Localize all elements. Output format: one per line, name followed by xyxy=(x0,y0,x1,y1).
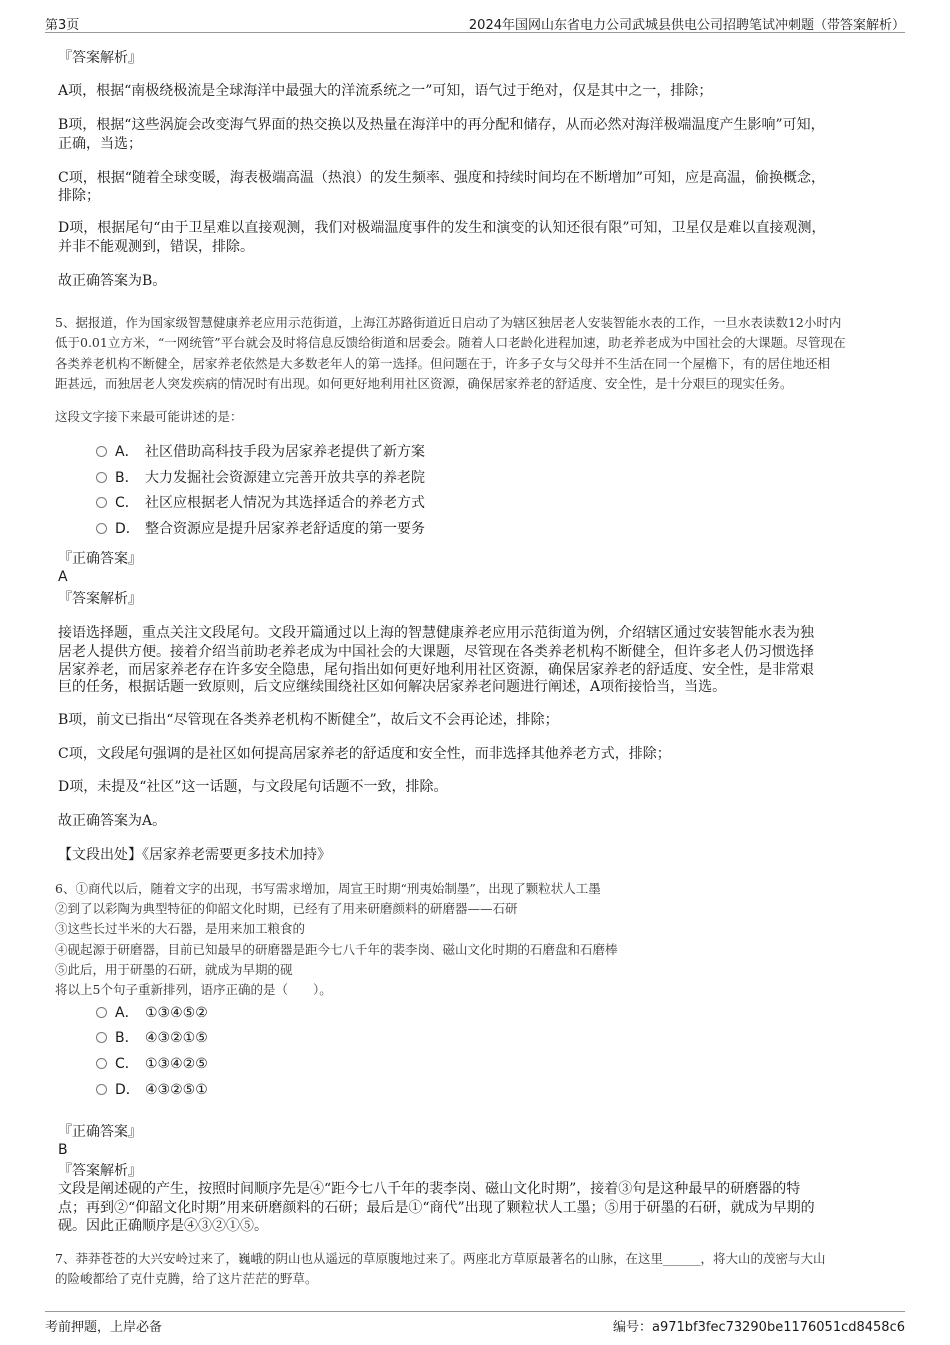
q6-sentence-2: ②到了以彩陶为典型特征的仰韶文化时期，已经有了用来研磨颜料的研磨器——石研 xyxy=(55,901,518,916)
page-footer xyxy=(45,1311,905,1334)
footer-slogan: 考前押题，上岸必备 xyxy=(45,1320,163,1335)
q5-option-c[interactable]: C． 社区应根据老人情况为其选择适合的养老方式 xyxy=(96,492,425,514)
radio-icon[interactable] xyxy=(96,1007,107,1018)
q4-conclusion: 故正确答案为B。 xyxy=(58,273,167,289)
document-code: 编号：a971bf3fec73290be1176051cd8458c6 xyxy=(612,1320,905,1335)
radio-icon[interactable] xyxy=(96,1084,107,1095)
q6-analysis-line2: 点；再到②“仰韶文化时期”用来研磨颜料的石研；最后是①“商代”出现了颗粒状人工墨；⑤用于研墨的石研，就成为早期的 xyxy=(58,1200,815,1216)
q5-stem-line1: 5、据报道，作为国家级智慧健康养老应用示范街道，上海江苏路街道近日启动了为辖区独居老人安装智能水表的工作，一旦水表读数12小时内 xyxy=(55,315,842,330)
q5-analysis-line3: 居家养老，而居家养老存在许多安全隐患，尾句指出如何更好地利用社区资源，确保居家养老的舒适度、安全性，是非常艰 xyxy=(58,662,814,678)
q7-stem-line2: 的险峻都给了克什克腾，给了这片茫茫的野草。 xyxy=(55,1271,318,1286)
q5-conclusion: 故正确答案为A。 xyxy=(58,813,167,829)
q5-analysis-line2: 居老人提供方便。接着介绍当前助老养老成为中国社会的大课题，尽管现在各类养老机构不断健全，但许多老人仍习惯选择 xyxy=(58,644,814,660)
q5-analysis-c: C项，文段尾句强调的是社区如何提高居家养老的舒适度和安全性，而非选择其他养老方式，排除； xyxy=(58,746,671,762)
q5-option-d[interactable]: D． 整合资源应是提升居家养老舒适度的第一要务 xyxy=(96,518,425,540)
q5-option-a[interactable]: A． 社区借助高科技手段为居家养老提供了新方案 xyxy=(96,441,425,463)
q5-answer-label: 『正确答案』 xyxy=(58,551,142,567)
radio-icon[interactable] xyxy=(96,472,107,483)
q6-option-d[interactable]: D． ④③②⑤① xyxy=(96,1079,208,1101)
q6-sentence-1: 6、①商代以后，随着文字的出现，书写需求增加，周宣王时期“刑夷始制墨”，出现了颗粒状人工墨 xyxy=(55,881,601,896)
page-header xyxy=(45,12,905,33)
q4-analysis-c-line2: 排除； xyxy=(58,188,100,204)
q4-analysis-b-line2: 正确，当选； xyxy=(58,136,142,152)
q6-question: 将以上5个句子重新排列，语序正确的是（ ）。 xyxy=(55,982,332,997)
q6-sentence-4: ④砚起源于研磨器，目前已知最早的研磨器是距今七八千年的裴李岗、磁山文化时期的石磨盘和石磨棒 xyxy=(55,942,618,957)
q6-option-b[interactable]: B． ④③②①⑤ xyxy=(96,1027,208,1049)
q5-option-b[interactable]: B． 大力发掘社会资源建立完善开放共享的养老院 xyxy=(96,467,425,489)
q5-analysis-line1: 接语选择题，重点关注文段尾句。文段开篇通过以上海的智慧健康养老应用示范街道为例，介绍辖区通过安装智能水表为独 xyxy=(58,625,814,641)
page-number: 第3页 xyxy=(45,18,80,33)
radio-icon[interactable] xyxy=(96,1058,107,1069)
q5-analysis-label: 『答案解析』 xyxy=(58,591,142,607)
q5-question: 这段文字接下来最可能讲述的是： xyxy=(55,409,243,424)
q5-analysis-line4: 巨的任务，根据话题一致原则，后文应继续围绕社区如何解决居家养老问题进行阐述，A项衔接恰当，当选。 xyxy=(58,679,727,695)
q5-answer: A xyxy=(58,569,68,585)
q6-answer: B xyxy=(58,1142,68,1158)
q6-sentence-5: ⑤此后，用于研墨的石研，就成为早期的砚 xyxy=(55,962,293,977)
q4-analysis-a: A项，根据“南极绕极流是全球海洋中最强大的洋流系统之一”可知，语气过于绝对，仅是其中之一，排除； xyxy=(58,83,713,99)
q6-option-c[interactable]: C． ①③④②⑤ xyxy=(96,1053,208,1075)
radio-icon[interactable] xyxy=(96,523,107,534)
q5-analysis-d: D项，未提及“社区”这一话题，与文段尾句话题不一致，排除。 xyxy=(58,779,448,795)
q4-analysis-d-line2: 并非不能观测到，错误，排除。 xyxy=(58,239,254,255)
q6-analysis-line3: 砚。因此正确顺序是④③②①⑤。 xyxy=(58,1218,268,1234)
q4-analysis-c-line1: C项，根据“随着全球变暖，海表极端高温（热浪）的发生频率、强度和持续时间均在不断增加”可知，应是高温，偷换概念， xyxy=(58,170,826,186)
q4-analysis-label: 『答案解析』 xyxy=(58,50,142,66)
q6-sentence-3: ③这些长过半米的大石器，是用来加工粮食的 xyxy=(55,921,306,936)
q5-source: 【文段出处】《居家养老需要更多技术加持》 xyxy=(58,847,331,863)
document-title: 2024年国网山东省电力公司武城县供电公司招聘笔试冲刺题（带答案解析） xyxy=(468,18,905,33)
q5-stem-line2: 低于0.01立方米，“一网统管”平台就会及时将信息反馈给街道和居委会。随着人口老龄化进程加速，助老养老成为中国社会的大课题。尽管现在 xyxy=(55,335,846,350)
q5-analysis-b: B项，前文已指出“尽管现在各类养老机构不断健全”，故后文不会再论述，排除； xyxy=(58,712,559,728)
radio-icon[interactable] xyxy=(96,446,107,457)
q5-stem-line4: 距甚远，而独居老人突发疾病的情况时有出现。如何更好地利用社区资源，确保居家养老的舒适度、安全性，是十分艰巨的现实任务。 xyxy=(55,376,793,391)
radio-icon[interactable] xyxy=(96,497,107,508)
q6-analysis-line1: 文段是阐述砚的产生，按照时间顺序先是④“距今七八千年的裴李岗、磁山文化时期”，接着③句是这种最早的研磨器的特 xyxy=(58,1181,801,1197)
q7-stem-line1: 7、莽莽苍苍的大兴安岭过来了，巍峨的阴山也从遥远的草原腹地过来了。两座北方草原最著名的山脉，在这里______，将大山的茂密与大山 xyxy=(55,1251,826,1266)
q4-analysis-b-line1: B项，根据“这些涡旋会改变海气界面的热交换以及热量在海洋中的再分配和储存，从而必然对海洋极端温度产生影响”可知， xyxy=(58,117,825,133)
q6-answer-label: 『正确答案』 xyxy=(58,1124,142,1140)
q4-analysis-d-line1: D项，根据尾句“由于卫星难以直接观测，我们对极端温度事件的发生和演变的认知还很有限”可知，卫星仅是难以直接观测， xyxy=(58,220,826,236)
q6-option-a[interactable]: A． ①③④⑤② xyxy=(96,1002,208,1024)
q6-analysis-label: 『答案解析』 xyxy=(58,1163,142,1179)
radio-icon[interactable] xyxy=(96,1032,107,1043)
q5-stem-line3: 各类养老机构不断健全，居家养老依然是大多数老年人的第一选择。但问题在于，许多子女与父母并不生活在同一个屋檐下，有的居住地还相 xyxy=(55,356,831,371)
